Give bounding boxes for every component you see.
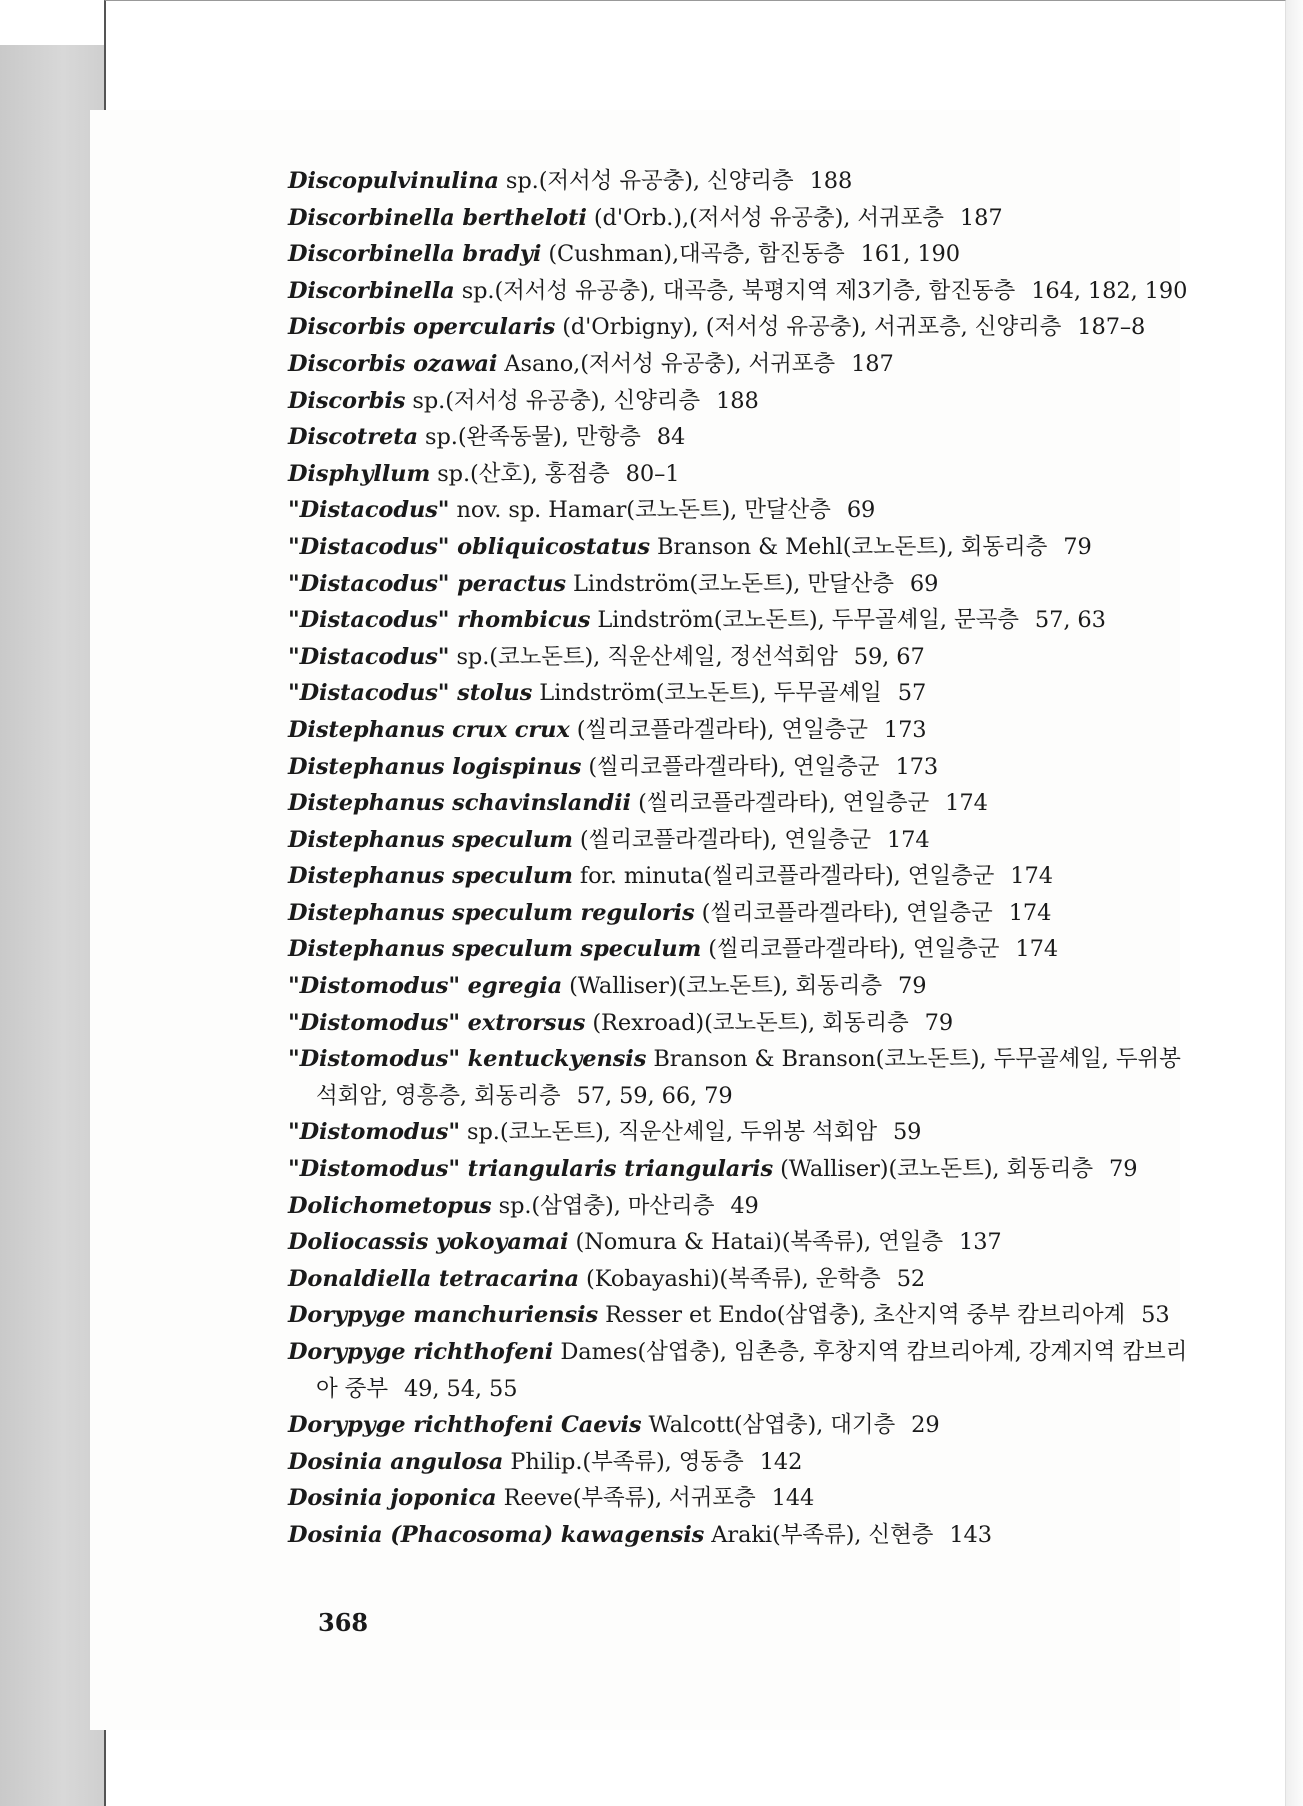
- entry-description: (Walliser)(코노돈트), 회동리층: [569, 973, 883, 1000]
- taxon-name: Discorbinella bradyi: [288, 241, 542, 268]
- index-entry: [288, 1151, 1188, 1188]
- index-entry: [288, 1114, 1188, 1151]
- taxon-name: Discorbinella: [288, 277, 455, 304]
- entry-description: (씰리코플라겔라타), 연일층군: [638, 790, 930, 817]
- index-entry: [288, 200, 1188, 237]
- entry-description: (Rexroad)(코노돈트), 회동리층: [592, 1009, 909, 1036]
- entry-description: sp.(저서성 유공충), 대곡층, 북평지역 제3기층, 함진동층: [461, 277, 1016, 304]
- index-entry-list: [288, 163, 1188, 1554]
- taxon-name: "Distomodus": [288, 1119, 460, 1146]
- index-entry: [288, 163, 1188, 200]
- index-entry: [288, 383, 1188, 420]
- index-entry: [288, 1480, 1188, 1517]
- index-entry: [288, 931, 1188, 968]
- entry-description: sp.(산호), 홍점층: [437, 460, 610, 487]
- page-references: 69: [846, 497, 876, 524]
- taxon-name: "Distomodus" triangularis triangularis: [288, 1156, 774, 1183]
- entry-description: sp.(저서성 유공충), 신양리층: [412, 387, 701, 414]
- index-entry: [288, 419, 1188, 456]
- page-references: 187: [851, 350, 894, 377]
- taxon-name: "Distacodus": [288, 643, 450, 670]
- index-entry: [288, 492, 1188, 529]
- page-references: 137: [959, 1229, 1002, 1256]
- page-references: 79: [1109, 1156, 1138, 1183]
- page-references: 173: [895, 753, 939, 780]
- index-entry: [288, 1297, 1188, 1334]
- taxon-name: "Distacodus" rhombicus: [288, 607, 591, 634]
- index-entry: [288, 1334, 1188, 1407]
- page-references: 79: [898, 973, 927, 1000]
- entry-description: sp.(코노돈트), 직운산셰일, 정선석회암: [456, 643, 838, 670]
- index-entry: [288, 273, 1188, 310]
- taxon-name: Dorypyge richthofeni: [288, 1339, 554, 1365]
- index-entry: [288, 309, 1188, 346]
- taxon-name: "Distacodus" stolus: [288, 680, 533, 707]
- entry-description: Branson & Mehl(코노돈트), 회동리층: [656, 533, 1048, 560]
- entry-description: (씰리코플라겔라타), 연일층군: [576, 716, 868, 743]
- taxon-name: Dosinia joponica: [288, 1485, 497, 1512]
- entry-description: (d'Orb.),(저서성 유공충), 서귀포층: [593, 204, 944, 231]
- index-entry: [288, 566, 1188, 603]
- taxon-name: Distephanus speculum reguloris: [288, 899, 695, 926]
- index-entry: [288, 822, 1188, 859]
- page-references: 142: [759, 1448, 803, 1475]
- index-entry: [288, 749, 1188, 786]
- index-entry: [288, 639, 1188, 676]
- index-entry: [288, 529, 1188, 566]
- entry-description: (씰리코플라겔라타), 연일층군: [708, 936, 1000, 963]
- taxon-name: Doliocassis yokoyamai: [288, 1229, 569, 1256]
- taxon-name: "Distacodus" obliquicostatus: [288, 533, 650, 560]
- index-entry: [288, 675, 1188, 712]
- entry-description: Resser et Endo(삼엽충), 초산지역 중부 캄브리아계: [605, 1302, 1126, 1329]
- taxon-name: "Distacodus": [288, 497, 450, 524]
- page-references: 188: [716, 387, 759, 414]
- page-references: 174: [1008, 899, 1052, 926]
- taxon-name: Dorypyge manchuriensis: [288, 1302, 599, 1329]
- entry-description: (Kobayashi)(복족류), 운학층: [586, 1265, 881, 1292]
- entry-description: (d'Orbigny), (저서성 유공충), 서귀포층, 신양리층: [562, 314, 1062, 341]
- entry-description: (Nomura & Hatai)(복족류), 연일층: [575, 1229, 943, 1256]
- index-entry: [288, 1407, 1188, 1444]
- taxon-name: Donaldiella tetracarina: [288, 1265, 579, 1292]
- page-references: 79: [1063, 533, 1092, 560]
- page-references: 69: [909, 570, 939, 597]
- index-entry: [288, 1041, 1188, 1114]
- entry-description: sp.(저서성 유공충), 신양리층: [505, 168, 794, 194]
- entry-description: Branson & Branson(코노돈트), 두무골셰일, 두위봉석회암, 영흥층, 회동리층: [316, 1046, 1181, 1109]
- taxon-name: Dosinia angulosa: [288, 1448, 504, 1475]
- index-entry: [288, 712, 1188, 749]
- entry-description: Dames(삼엽충), 임촌층, 후창지역 캄브리아계, 강계지역 캄브리아 중부: [316, 1339, 1188, 1402]
- taxon-name: Discorbis opercularis: [288, 314, 556, 341]
- index-entry: [288, 602, 1188, 639]
- index-entry: [288, 1261, 1188, 1298]
- entry-description: sp.(삼엽충), 마산리층: [498, 1192, 715, 1219]
- entry-description: sp.(완족동물), 만항층: [425, 424, 641, 451]
- taxon-name: Dorypyge richthofeni Caevis: [288, 1412, 642, 1439]
- entry-description: Lindström(코노돈트), 두무골셰일, 문곡층: [597, 607, 1019, 634]
- index-entry: [288, 1188, 1188, 1225]
- entry-description: (Walliser)(코노돈트), 회동리층: [780, 1156, 1094, 1183]
- taxon-name: Discopulvinulina: [288, 168, 499, 194]
- entry-description: Reeve(부족류), 서귀포층: [503, 1485, 756, 1512]
- page-references: 79: [924, 1009, 954, 1036]
- page-references: 49: [730, 1192, 759, 1219]
- page-references: 164, 182, 190: [1031, 277, 1188, 304]
- page-references: 143: [949, 1521, 992, 1548]
- index-entry: [288, 236, 1188, 273]
- page-references: 174: [1010, 863, 1053, 890]
- page-references: 59: [892, 1119, 922, 1146]
- taxon-name: "Distomodus" egregia: [288, 973, 563, 1000]
- taxon-name: Discotreta: [288, 424, 418, 451]
- page-references: 53: [1141, 1302, 1170, 1329]
- page-references: 174: [1015, 936, 1059, 963]
- entry-description: Philip.(부족류), 영동층: [510, 1448, 744, 1475]
- page-references: 29: [911, 1412, 940, 1439]
- page-references: 80–1: [625, 460, 680, 487]
- index-entry: [288, 456, 1188, 493]
- entry-description: sp.(코노돈트), 직운산셰일, 두위봉 석회암: [467, 1119, 877, 1146]
- entry-description: Asano,(저서성 유공충), 서귀포층: [504, 350, 836, 377]
- entry-description: Lindström(코노돈트), 두무골셰일: [539, 680, 882, 707]
- entry-description: (Cushman),대곡층, 함진동층: [548, 241, 845, 268]
- taxon-name: "Distomodus" kentuckyensis: [288, 1046, 647, 1073]
- taxon-name: Discorbis ozawai: [288, 350, 498, 377]
- entry-description: (씰리코플라겔라타), 연일층군: [588, 753, 880, 780]
- taxon-name: Distephanus speculum: [288, 863, 573, 890]
- index-entry: [288, 1005, 1188, 1042]
- page-references: 144: [771, 1485, 815, 1512]
- index-entry: [288, 858, 1188, 895]
- index-entry: [288, 1517, 1188, 1554]
- entry-description: (씰리코플라겔라타), 연일층군: [701, 899, 993, 926]
- page-references: 187: [959, 204, 1003, 231]
- entry-description: (씰리코플라겔라타), 연일층군: [579, 826, 871, 853]
- entry-description: Lindström(코노돈트), 만달산층: [573, 570, 894, 597]
- page-references: 174: [945, 790, 988, 817]
- index-entry: [288, 346, 1188, 383]
- entry-description: Araki(부족류), 신현층: [711, 1521, 934, 1548]
- taxon-name: Discorbis: [288, 387, 406, 414]
- index-entry: [288, 1224, 1188, 1261]
- page-references: 52: [896, 1265, 926, 1292]
- taxon-name: Discorbinella bertheloti: [288, 204, 587, 231]
- page-references: 57, 59, 66, 79: [576, 1082, 733, 1109]
- page-references: 174: [886, 826, 930, 853]
- entry-description: Walcott(삼엽충), 대기층: [648, 1412, 896, 1439]
- taxon-name: Distephanus schavinslandii: [288, 790, 631, 817]
- page-references: 84: [656, 424, 686, 451]
- taxon-name: "Distacodus" peractus: [288, 570, 566, 597]
- taxon-name: Distephanus speculum speculum: [288, 936, 702, 963]
- index-entry: [288, 785, 1188, 822]
- page-references: 173: [883, 716, 927, 743]
- page-references: 188: [809, 168, 853, 194]
- page-references: 57: [897, 680, 927, 707]
- taxon-name: Dolichometopus: [288, 1192, 492, 1219]
- page-references: 161, 190: [860, 241, 960, 268]
- taxon-name: "Distomodus" extrorsus: [288, 1009, 586, 1036]
- entry-description: for. minuta(씰리코플라겔라타), 연일층군: [579, 863, 995, 890]
- taxon-name: Disphyllum: [288, 460, 431, 487]
- page-references: 49, 54, 55: [403, 1375, 518, 1402]
- entry-description: nov. sp. Hamar(코노돈트), 만달산층: [456, 497, 831, 524]
- index-entry: [288, 968, 1188, 1005]
- taxon-name: Dosinia (Phacosoma) kawagensis: [288, 1521, 705, 1548]
- taxon-name: Distephanus speculum: [288, 826, 573, 853]
- taxon-name: Distephanus crux crux: [288, 716, 570, 743]
- page-number: 368: [318, 1608, 369, 1637]
- index-entry: [288, 895, 1188, 932]
- index-entry: [288, 1444, 1188, 1481]
- page-references: 59, 67: [853, 643, 925, 670]
- page-references: 187–8: [1077, 314, 1146, 341]
- page-references: 57, 63: [1034, 607, 1106, 634]
- taxon-name: Distephanus logispinus: [288, 753, 582, 780]
- page-edge-shadow: [1286, 0, 1303, 1806]
